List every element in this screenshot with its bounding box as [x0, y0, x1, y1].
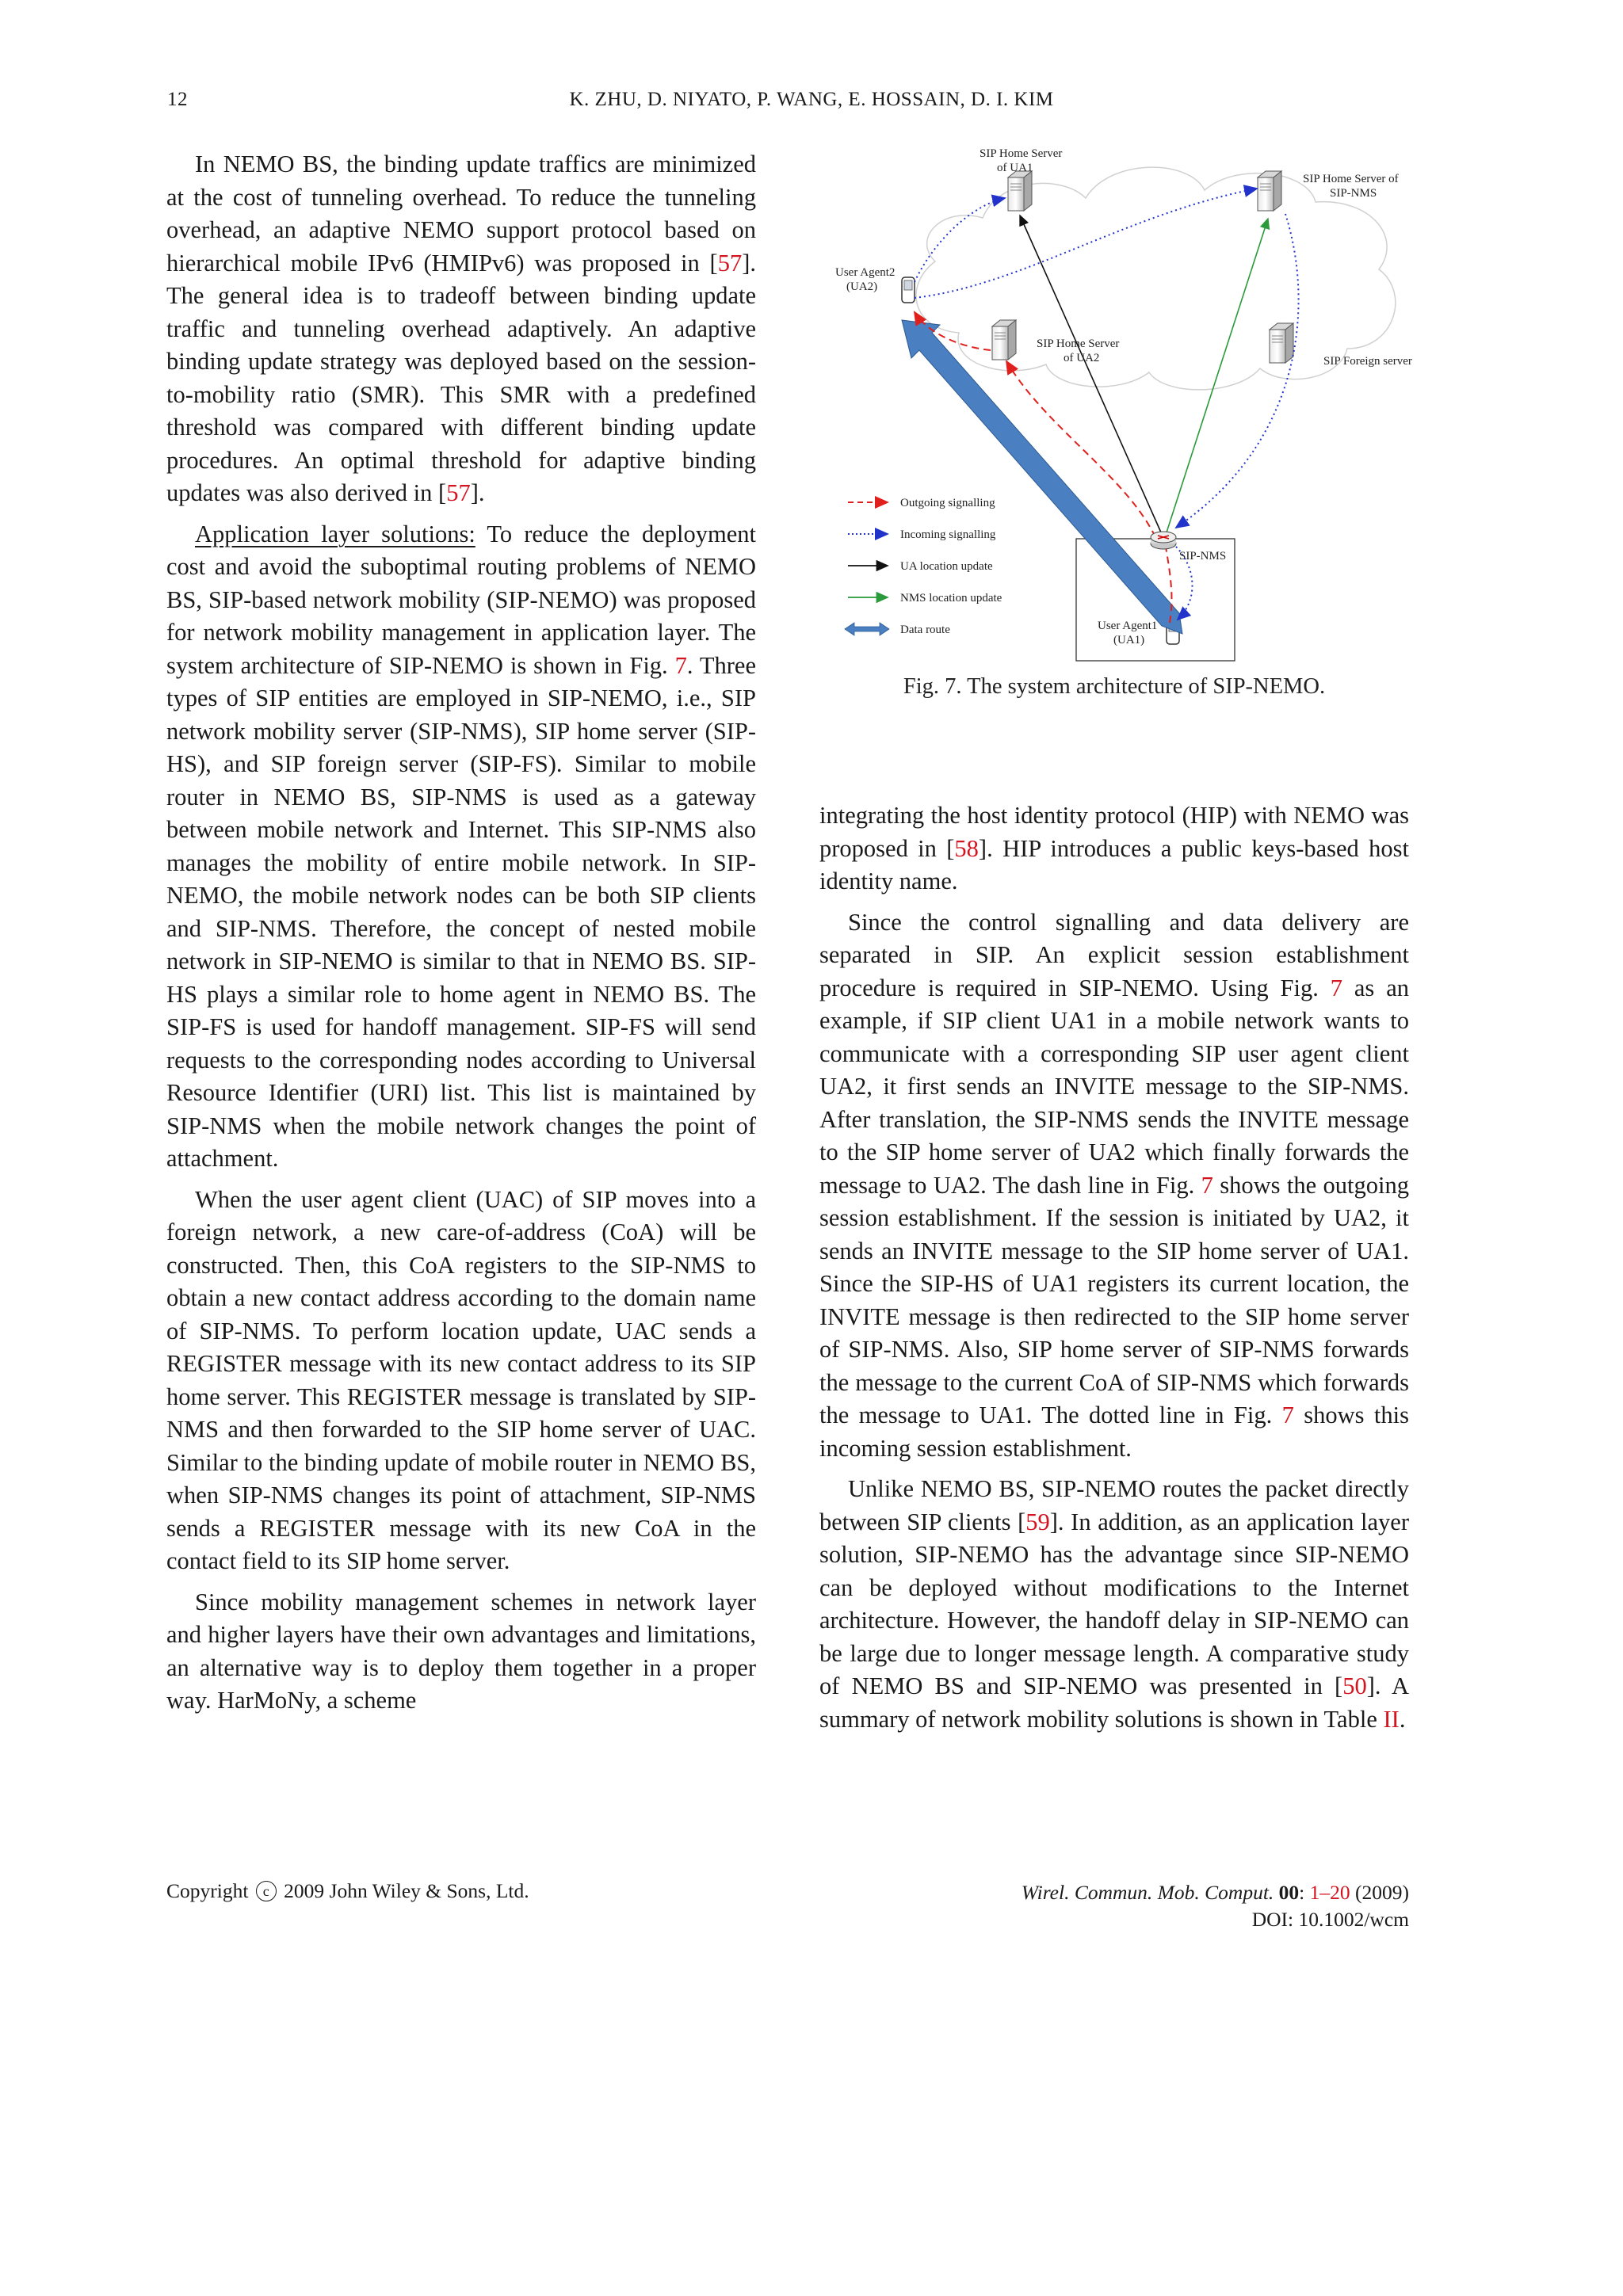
label-hs-ua2: of UA2	[1064, 352, 1100, 364]
legend-label: Outgoing signalling	[900, 497, 995, 509]
paragraph: integrating the host identity protocol (HIP) with NEMO was proposed in [58]. HIP introduces a public keys-based host identity name.	[819, 802, 1410, 894]
running-header	[0, 89, 1623, 120]
paragraph: Application layer solutions: To reduce the deployment cost and avoid the suboptimal routing problems of NEMO BS, SIP-based network mobility (SIP-NEMO) was proposed for network mobility management in application layer. The system architecture of SIP-NEMO is shown in Fig. 7. Three types of SIP entities are employed in SIP-NEMO, i.e., SIP network mobility server (SIP-NMS), SIP home server (SIP-HS), and SIP foreign server (SIP-FS). Similar to mobile router in NEMO BS, SIP-NMS is used as a gateway between mobile network and Internet. This SIP-NMS also manages the mobility of entire mobile network. In SIP-NEMO, the mobile network nodes can be both SIP clients and SIP-NMS. Therefore, the concept of nested mobile network in SIP-NEMO is similar to that in NEMO BS. SIP-HS plays a similar role to home agent in NEMO BS. The SIP-FS is used for handoff management. SIP-FS will send requests to the corresponding nodes according to Universal Resource Identifier (URI) list. This list is maintained by SIP-NMS when the mobile network changes the point of attachment.	[166, 520, 756, 1172]
figure-link[interactable]: 7	[1201, 1171, 1213, 1199]
page-number: 12	[167, 89, 188, 110]
server-icon	[992, 320, 1016, 360]
architecture-diagram	[824, 143, 1426, 666]
label-foreign: SIP Foreign server	[1323, 355, 1412, 368]
legend-label: Data route	[900, 624, 950, 636]
legend-label: Incoming signalling	[900, 528, 996, 541]
figure-caption: Fig. 7. The system architecture of SIP-NEMO.	[903, 674, 1326, 699]
label-ua1: (UA1)	[1113, 634, 1145, 646]
server-icon	[1008, 171, 1032, 211]
label-hs-ua2: SIP Home Server	[1037, 338, 1120, 350]
paragraph: Since the control signalling and data delivery are separated in SIP. An explicit session establishment procedure is required in SIP-NEMO. Using Fig. 7 as an example, if SIP client UA1 in a mobile network wants to communicate with a corresponding SIP user agent client UA2, it first sends an INVITE message to the SIP-NMS. After translation, the SIP-NMS sends the INVITE message to the SIP home server of UA2 which finally forwards the message to UA2. The dash line in Fig. 7 shows the outgoing session establishment. If the session is initiated by UA2, it sends an INVITE message to the SIP home server of UA1. Since the SIP-HS of UA1 registers its current location, the INVITE message is then redirected to the SIP home server of SIP-NMS. Also, SIP home server of SIP-NMS forwards the message to the current CoA of SIP-NMS which forwards the message to UA1. The dotted line in Fig. 7 shows this incoming session establishment.	[819, 908, 1409, 1462]
figure-sip-nemo	[824, 143, 1426, 666]
paragraph: Since mobility management schemes in network layer and higher layers have their own advantages and limitations, an alternative way is to deploy them together in a proper way. HarMoNy, a scheme	[166, 1588, 756, 1714]
copyright-icon: c	[256, 1881, 277, 1901]
legend-label: UA location update	[900, 560, 993, 573]
router-icon	[1151, 532, 1176, 549]
left-column	[166, 148, 756, 1718]
label-ua2: User Agent2	[835, 266, 896, 279]
legend-label: NMS location update	[900, 592, 1002, 605]
copyright-notice: Copyright c 2009 John Wiley & Sons, Ltd.	[166, 1879, 529, 1902]
doi: DOI: 10.1002/wcm	[1251, 1908, 1409, 1931]
section-heading: Application layer solutions:	[195, 520, 475, 547]
citation-link[interactable]: 59	[1025, 1508, 1050, 1535]
label-ua1: User Agent1	[1098, 620, 1158, 632]
mobile-device-icon	[902, 277, 915, 303]
author-list: K. ZHU, D. NIYATO, P. WANG, E. HOSSAIN, D. I. KIM	[569, 89, 1054, 110]
paragraph: Unlike NEMO BS, SIP-NEMO routes the packet directly between SIP clients [59]. In addition, as an application layer solution, SIP-NEMO has the advantage since SIP-NEMO can be deployed without modifications to the Internet architecture. However, the handoff delay in SIP-NEMO can be large due to longer message length. A comparative study of NEMO BS and SIP-NEMO was presented in [50]. A summary of network mobility solutions is shown in Table II.	[819, 1475, 1410, 1733]
pages-link[interactable]: 1–20	[1309, 1881, 1350, 1904]
label-hs-nms: SIP Home Server of	[1303, 173, 1399, 185]
right-column	[819, 799, 1409, 1736]
citation-link[interactable]: 57	[717, 249, 743, 277]
citation-link[interactable]: 50	[1342, 1672, 1367, 1699]
label-hs-ua1: of UA1	[997, 162, 1033, 174]
journal-citation: Wirel. Commun. Mob. Comput. 00: 1–20 (2009) DOI: 10.1002/wcm	[1022, 1879, 1409, 1933]
label-nms: SIP-NMS	[1179, 550, 1227, 563]
citation-link[interactable]: 58	[954, 834, 979, 862]
legend	[845, 497, 1002, 636]
paragraph: In NEMO BS, the binding update traffics are minimized at the cost of tunneling overhead. To reduce the tunneling overhead, an adaptive NEMO support protocol based on hierarchical mobile IPv6 (HMIPv6) was proposed in [57]. The general idea is to tradeoff between binding update traffic and tunneling overhead adaptively. An adaptive binding update strategy was deployed based on the session-to-mobility ratio (SMR). This SMR with a predefined threshold was compared with different binding update procedures. An optimal threshold for adaptive binding updates was also derived in [57].	[166, 151, 756, 506]
server-icon	[1270, 323, 1293, 363]
paragraph: When the user agent client (UAC) of SIP moves into a foreign network, a new care-of-address (CoA) will be constructed. Then, this CoA registers to the SIP-NMS to obtain a new contact address according to the domain name of SIP-NMS. To perform location update, UAC sends a REGISTER message with its new contact address to its SIP home server. This REGISTER message is translated by SIP-NMS and then forwarded to the SIP home server of UAC. Similar to the binding update of mobile router in NEMO BS, when SIP-NMS changes its point of attachment, SIP-NMS sends a REGISTER message with its new CoA in the contact field to its SIP home server.	[166, 1185, 756, 1574]
label-hs-ua1: SIP Home Server	[980, 147, 1063, 160]
label-hs-nms: SIP-NMS	[1330, 187, 1377, 200]
figure-link[interactable]: 7	[1281, 1402, 1294, 1428]
server-icon	[1258, 171, 1281, 211]
figure-link[interactable]: 7	[674, 651, 687, 679]
figure-link[interactable]: 7	[1330, 974, 1342, 1001]
label-ua2: (UA2)	[846, 280, 878, 293]
table-link[interactable]: II	[1383, 1705, 1400, 1733]
citation-link[interactable]: 57	[446, 479, 471, 506]
